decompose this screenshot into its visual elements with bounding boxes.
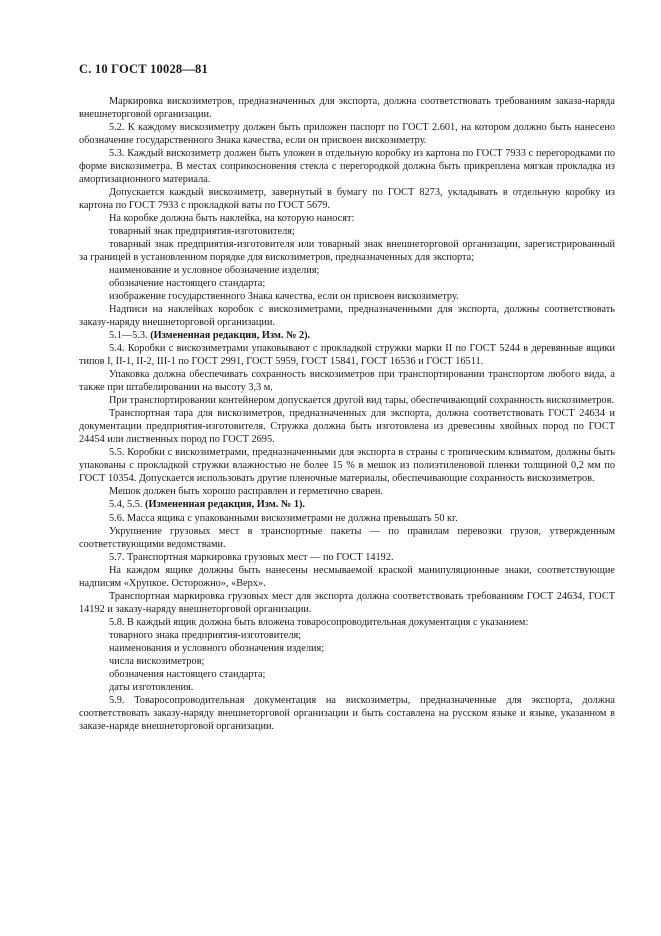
document-body: [79, 95, 615, 733]
list-item: наименования и условного обозначения изделия;: [109, 642, 325, 654]
amendment-bold: (Измененная редакция, Изм. № 2).: [150, 330, 311, 342]
paragraph-5-8: 5.8. В каждый ящик должна быть вложена товаросопроводительная документация с указанием:: [109, 616, 529, 628]
paragraph: Маркировка вискозиметров, предназначенных для экспорта, должна соответствовать требованиям заказа-наряда внешнеторговой организации.: [79, 96, 615, 121]
paragraph-5-3: 5.3. Каждый вискозиметр должен быть уложен в отдельную коробку из картона по ГОСТ 7933 с перегородками по форме вискозиметра. В местах соприкосновения стекла с перегородкой должна быть прикреплена мягкая прокладка из амортизационного материала.: [79, 148, 615, 186]
list-item: числа вискозиметров;: [109, 655, 205, 667]
paragraph: При транспортировании контейнером допускается другой вид тары, обеспечивающий сохранность вискозиметров.: [109, 395, 615, 407]
paragraph-5-7: 5.7. Транспортная маркировка грузовых мест — по ГОСТ 14192.: [109, 551, 394, 563]
paragraph: Упаковка должна обеспечивать сохранность вискозиметров при транспортировании транспортом любого вида, а также при штабелировании на высоту 3,3 м.: [79, 369, 615, 394]
paragraph: Надписи на наклейках коробок с вискозиметрами, предназначенными для экспорта, должны соответствовать заказу-наряду внешнеторговой организации.: [79, 304, 615, 329]
amendment-lead: 5.1—5.3.: [109, 330, 151, 342]
list-item: товарный знак предприятия-изготовителя или товарный знак внешнеторговой организации, зарегистрированный за границей в установленном порядке для вискозиметров, предназначенных для экспорта;: [79, 239, 615, 264]
paragraph: Укрупнение грузовых мест в транспортные пакеты — по правилам перевозки грузов, утвержденным соответствующими ведомствами.: [79, 525, 615, 550]
amendment-lead: 5.4, 5.5.: [109, 499, 146, 511]
list-item: товарного знака предприятия-изготовителя;: [109, 629, 302, 641]
paragraph: Транспортная тара для вискозиметров, предназначенных для экспорта, должна соответствовать ГОСТ 24634 и документации предприятия-изготовителя. Стружка должна быть изготовлена из древесины хвойных пород по ГОСТ 24454 или лиственных пород по ГОСТ 2695.: [79, 408, 615, 446]
paragraph: На коробке должна быть наклейка, на которую наносят:: [109, 213, 355, 225]
amendment-bold: (Измененная редакция, Изм. № 1).: [145, 499, 305, 511]
page-header: С. 10 ГОСТ 10028—81: [79, 62, 208, 76]
list-item: товарный знак предприятия-изготовителя;: [109, 226, 295, 238]
list-item: наименование и условное обозначение изделия;: [109, 265, 320, 277]
paragraph: Мешок должен быть хорошо расправлен и герметично сварен.: [109, 486, 383, 498]
paragraph: На каждом ящике должны быть нанесены несмываемой краской манипуляционные знаки, соответствующие надписям «Хрупкое. Осторожно», «Верх».: [79, 564, 615, 589]
paragraph-5-2: 5.2. К каждому вискозиметру должен быть приложен паспорт по ГОСТ 2.601, на котором должно быть нанесено обозначение государственного Знака качества, если он присвоен вискозиметру.: [79, 122, 615, 147]
paragraph: Допускается каждый вискозиметр, завернутый в бумагу по ГОСТ 8273, укладывать в отдельную коробку из картона по ГОСТ 7933 с прокладкой ваты по ГОСТ 5679.: [79, 187, 615, 212]
paragraph: Транспортная маркировка грузовых мест для экспорта должна соответствовать требованиям ГОСТ 24634, ГОСТ 14192 и заказу-наряду внешнеторговой организации.: [79, 590, 615, 615]
amendment-note: [79, 329, 615, 342]
paragraph-5-6: 5.6. Масса ящика с упакованными вискозиметрами не должна превышать 50 кг.: [109, 512, 458, 524]
paragraph-5-4: 5.4. Коробки с вискозиметрами упаковывают с прокладкой стружки марки II по ГОСТ 5244 в деревянные ящики типов I, II-1, II-2, III-1 по ГОСТ 2991, ГОСТ 5959, ГОСТ 15841, ГОСТ 16536 и ГОСТ 16511.: [79, 343, 615, 368]
amendment-note: [79, 498, 615, 511]
list-item: изображение государственного Знака качества, если он присвоен вискозиметру.: [109, 291, 459, 303]
list-item: обозначения настоящего стандарта;: [109, 668, 266, 680]
list-item: обозначение настоящего стандарта;: [109, 278, 266, 290]
list-item: даты изготовления.: [109, 681, 194, 693]
paragraph-5-9: 5.9. Товаросопроводительная документация на вискозиметры, предназначенные для экспорта, должна соответствовать заказу-наряду внешнеторговой организации и быть составлена на русском языке и языке, указанном в заказе-наряде внешнеторговой организации.: [79, 694, 615, 732]
paragraph-5-5: 5.5. Коробки с вискозиметрами, предназначенными для экспорта в страны с тропическим климатом, должны быть упакованы с прокладкой стружки влажностью не более 15 % в мешок из полиэтиленовой пленки толщиной 0,2 мм по ГОСТ 10354. Допускается использовать другие пленочные материалы, обеспечивающие сохранность вискозиметров.: [79, 447, 615, 485]
